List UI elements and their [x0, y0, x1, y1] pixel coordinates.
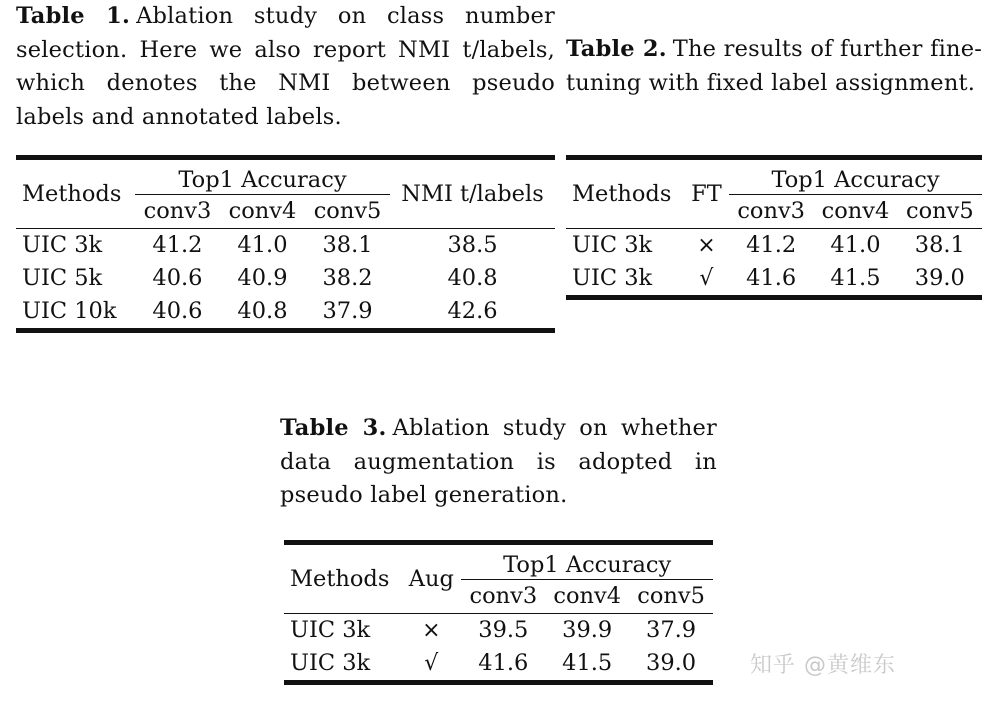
table2-subhead-conv3: conv3 [737, 198, 805, 224]
table3 [284, 540, 713, 685]
table1-cell-method: UIC 10k [22, 298, 117, 324]
table3-caption-label: Table 3. [280, 415, 387, 441]
table1-cell-method: UIC 3k [16, 229, 135, 263]
table1-cell-nmi: 42.6 [447, 298, 498, 324]
table2-cell-conv5: 39.0 [914, 265, 965, 291]
table2-cell-conv3: 41.2 [729, 229, 813, 263]
table2-cell-method: UIC 3k [566, 229, 684, 263]
table-row [16, 262, 555, 295]
table1-caption-text: Ablation study on class number selection. Here we also report NMI t/labels, which denotes the NMI between pseudo labels and annotated labels. [16, 3, 555, 130]
table2-caption-label: Table 2. [566, 36, 667, 62]
table3-cell-conv5: 37.9 [629, 614, 713, 648]
table3-cell-conv4: 41.5 [562, 650, 613, 676]
table-row [284, 614, 713, 648]
table3-head-methods: Methods [290, 565, 390, 592]
table3-cell-conv3: 41.6 [478, 650, 529, 676]
table1-cell-conv4: 40.9 [237, 265, 288, 291]
table1 [16, 155, 555, 333]
table2-head-ft: FT [691, 180, 722, 207]
table1-cell-nmi: 38.5 [390, 229, 555, 263]
table1-cell-conv4: 40.8 [237, 298, 288, 324]
table1-subhead-conv3: conv3 [143, 198, 212, 224]
table1-caption [16, 0, 555, 134]
watermark: 知乎 @黄维东 [750, 653, 896, 678]
table3-head-aug: Aug [408, 565, 454, 592]
table1-cell-conv3: 41.2 [135, 229, 220, 263]
table1-head-methods: Methods [22, 180, 122, 207]
table1-subhead-conv4: conv4 [228, 198, 297, 224]
table2-header-row [566, 158, 982, 195]
table2 [566, 155, 982, 300]
table1-head-nmi: NMI t/labels [401, 180, 544, 207]
table2-cell-conv4: 41.0 [813, 229, 897, 263]
cross-mark-icon: × [684, 229, 729, 263]
table2-head-top1: Top1 Accuracy [729, 158, 982, 195]
table3-subhead-conv5: conv5 [637, 583, 705, 609]
table-row [284, 647, 713, 683]
table2-cell-conv3: 41.6 [746, 265, 797, 291]
table-row [566, 262, 982, 298]
table2-cell-conv4: 41.5 [830, 265, 881, 291]
table1-cell-conv3: 40.6 [152, 298, 203, 324]
table2-caption-text: The results of further fine-tuning with fixed label assignment. [566, 36, 983, 96]
table1-cell-conv5: 38.2 [322, 265, 373, 291]
table1-cell-conv4: 41.0 [220, 229, 305, 263]
table3-cell-conv3: 39.5 [461, 614, 545, 648]
table1-cell-conv5: 38.1 [305, 229, 390, 263]
check-mark-icon: √ [424, 651, 439, 676]
table3-subhead-conv3: conv3 [469, 583, 538, 609]
table2-head-methods: Methods [572, 180, 672, 207]
table-row [16, 295, 555, 331]
table-row [566, 229, 982, 263]
table2-cell-conv5: 38.1 [898, 229, 982, 263]
table3-cell-method: UIC 3k [284, 614, 401, 648]
table1-cell-nmi: 40.8 [447, 265, 498, 291]
check-mark-icon: √ [699, 266, 714, 291]
table1-cell-conv3: 40.6 [152, 265, 203, 291]
table3-caption [280, 412, 717, 513]
table3-caption-text: Ablation study on whether data augmentation is adopted in pseudo label generation. [280, 415, 717, 508]
table3-cell-conv4: 39.9 [545, 614, 629, 648]
table3-head-top1: Top1 Accuracy [461, 543, 713, 580]
table1-head-top1: Top1 Accuracy [135, 158, 390, 195]
table1-caption-label: Table 1. [16, 3, 131, 29]
table2-cell-method: UIC 3k [572, 265, 653, 291]
table3-subhead-conv4: conv4 [553, 583, 622, 609]
table3-cell-conv5: 39.0 [646, 650, 697, 676]
table2-subhead-conv5: conv5 [905, 198, 974, 224]
cross-mark-icon: × [401, 614, 461, 648]
table1-cell-conv5: 37.9 [322, 298, 373, 324]
table2-subhead-conv4: conv4 [821, 198, 890, 224]
table2-caption [566, 33, 982, 100]
table3-header-row [284, 543, 713, 580]
table1-cell-method: UIC 5k [22, 265, 103, 291]
table-row [16, 229, 555, 263]
table1-header-row [16, 158, 555, 195]
table3-cell-method: UIC 3k [290, 650, 371, 676]
table1-subhead-conv5: conv5 [313, 198, 382, 224]
